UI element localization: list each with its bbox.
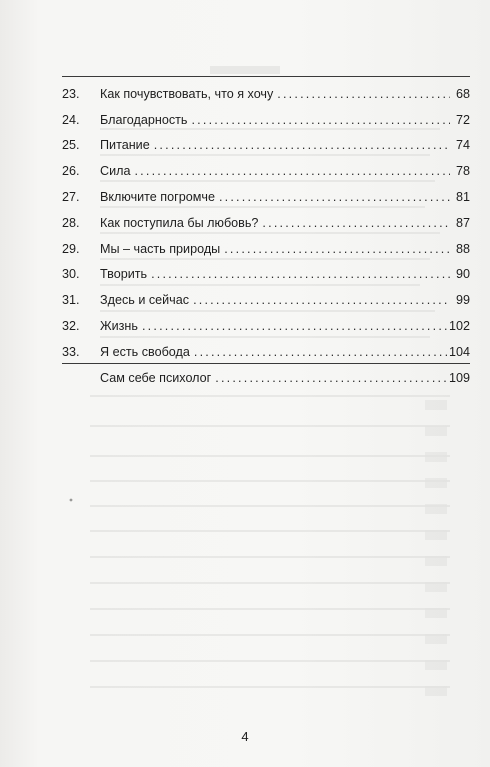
toc-entry	[62, 183, 470, 209]
toc-entry	[62, 312, 470, 338]
toc-entry-line	[100, 318, 470, 334]
toc-dot-leader	[275, 86, 450, 102]
toc-entry-line	[100, 215, 470, 231]
toc-entry	[62, 364, 470, 390]
toc-entry-line	[100, 266, 470, 282]
toc-top-rule	[62, 76, 470, 77]
toc-entry-page: 88	[455, 241, 470, 256]
toc-dot-leader	[140, 318, 447, 334]
toc-entry-number: 30.	[62, 267, 80, 282]
toc-entry-number: 33.	[62, 344, 80, 359]
toc-entry	[62, 157, 470, 183]
toc-entry-title: Питание	[100, 138, 150, 153]
toc-dot-leader	[192, 344, 447, 360]
toc-entry-line	[100, 344, 470, 360]
toc-entry-line	[100, 86, 470, 102]
toc-entry-page: 74	[455, 138, 470, 153]
toc-entry-number: 29.	[62, 241, 80, 256]
toc-entry-title: Включите погромче	[100, 189, 215, 204]
toc-entry-line	[100, 163, 470, 179]
toc-entry-title: Жизнь	[100, 318, 138, 333]
toc-entry-page: 72	[455, 112, 470, 127]
toc-entry-line	[100, 241, 470, 257]
table-of-contents	[62, 80, 470, 390]
toc-entry-title: Благодарность	[100, 112, 188, 127]
toc-dot-leader	[213, 370, 447, 386]
toc-entry-title: Творить	[100, 267, 148, 282]
toc-entry-number: 25.	[62, 138, 80, 153]
toc-dot-leader	[189, 112, 450, 128]
toc-entry-line	[100, 370, 470, 386]
toc-entry-number: 32.	[62, 318, 80, 333]
toc-entry-page: 102	[448, 318, 470, 333]
toc-entry-title: Сила	[100, 164, 131, 179]
toc-entry-page: 87	[455, 215, 470, 230]
toc-entry	[62, 261, 470, 287]
toc-dot-leader	[152, 137, 450, 153]
toc-bottom-rule	[62, 363, 470, 364]
toc-entry-number: 24.	[62, 112, 80, 127]
toc-entry-page: 99	[455, 293, 470, 308]
toc-entry-line	[100, 137, 470, 153]
toc-entry-title: Как поступила бы любовь?	[100, 215, 259, 230]
toc-entry	[62, 338, 470, 364]
toc-entry-title: Как почувствовать, что я хочу	[100, 86, 274, 101]
toc-entry	[62, 106, 470, 132]
toc-entry-number: 27.	[62, 189, 80, 204]
toc-entry-line	[100, 189, 470, 205]
page-number: 4	[241, 729, 249, 744]
toc-entry-title: Мы – часть природы	[100, 241, 221, 256]
toc-entry-number: 23.	[62, 86, 80, 101]
toc-entry-line	[100, 112, 470, 128]
toc-entry-page: 78	[455, 164, 470, 179]
toc-entry	[62, 209, 470, 235]
toc-dot-leader	[217, 189, 450, 205]
toc-dot-leader	[149, 266, 450, 282]
toc-entry-line	[100, 292, 470, 308]
toc-entry-page: 104	[448, 344, 470, 359]
toc-entry-title: Здесь и сейчас	[100, 293, 190, 308]
toc-dot-leader	[191, 292, 450, 308]
toc-entry-title: Я есть свобода	[100, 344, 190, 359]
toc-entry-page: 68	[455, 86, 470, 101]
toc-entry-page: 81	[455, 189, 470, 204]
toc-dot-leader	[132, 163, 450, 179]
toc-entry-title: Сам себе психолог	[100, 370, 212, 385]
toc-entry	[62, 286, 470, 312]
toc-entry	[62, 235, 470, 261]
toc-entry-page: 109	[448, 370, 470, 385]
toc-entry-page: 90	[455, 267, 470, 282]
toc-entry	[62, 80, 470, 106]
toc-entry-number: 28.	[62, 215, 80, 230]
toc-entry-number: 31.	[62, 293, 80, 308]
toc-entry-number: 26.	[62, 164, 80, 179]
toc-dot-leader	[260, 215, 450, 231]
toc-entry	[62, 132, 470, 158]
toc-dot-leader	[222, 241, 450, 257]
